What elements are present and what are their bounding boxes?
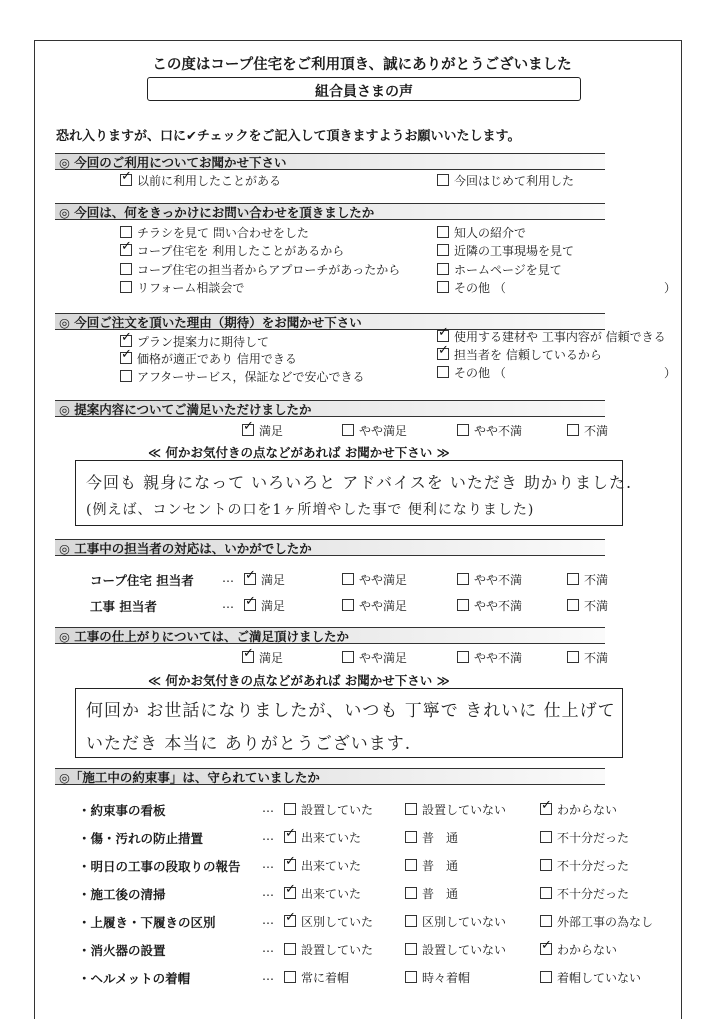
checkbox[interactable] (540, 915, 552, 927)
checkbox[interactable] (120, 263, 132, 275)
checkbox-checked[interactable] (120, 352, 132, 364)
option-homepage[interactable]: ホームページを見て (437, 261, 562, 278)
checkbox[interactable] (437, 366, 449, 378)
leader-dots: … (222, 597, 234, 611)
finish-somewhat-satisfied[interactable]: やや満足 (342, 649, 407, 666)
option-plan[interactable]: ✓プラン提案力に期待して (120, 333, 269, 350)
checkbox-checked[interactable] (242, 651, 254, 663)
checkbox[interactable] (120, 370, 132, 382)
checkbox[interactable] (540, 887, 552, 899)
checkbox[interactable] (457, 573, 469, 585)
leader-dots: … (262, 941, 274, 955)
option-other[interactable]: その他 （ (437, 364, 506, 381)
checkbox[interactable] (405, 859, 417, 871)
promise-option-b[interactable]: 普 通 (405, 857, 458, 874)
checkbox-checked[interactable] (540, 943, 552, 955)
section-promises-heading: ◎「施工中の約束事」は、守られていましたか (55, 768, 605, 785)
checkbox[interactable] (457, 599, 469, 611)
checkbox[interactable] (567, 573, 579, 585)
handwritten-comment-line1: 今回も 親身になって いろいろと アドバイスを いただき 助かりました. (86, 473, 633, 492)
checkbox[interactable] (120, 281, 132, 293)
promise-option-c[interactable]: ✓ わからない (540, 801, 617, 818)
checkbox[interactable] (405, 943, 417, 955)
checkbox-checked[interactable] (437, 348, 449, 360)
checkbox[interactable] (437, 263, 449, 275)
handwritten-comment-line2: (例えば、コンセントの口を1ヶ所増やした事で 便利になりました) (86, 502, 535, 518)
checkbox[interactable] (457, 651, 469, 663)
staff2-somewhat-satisfied[interactable]: やや満足 (342, 597, 407, 614)
section-finish-heading: ◎ 工事の仕上がりについては、ご満足頂けましたか (55, 627, 605, 644)
row-label-construction-staff: 工事 担当者 (90, 599, 157, 614)
checkbox-checked[interactable] (437, 330, 449, 342)
staff1-somewhat-dissatisfied[interactable]: やや不満 (457, 571, 522, 588)
staff2-dissatisfied[interactable]: 不満 (567, 597, 608, 614)
staff2-satisfied[interactable]: ✓ 満足 (244, 597, 285, 614)
checkbox[interactable] (342, 424, 354, 436)
promise-option-a[interactable]: 設置していた (284, 801, 373, 818)
checkbox[interactable] (405, 831, 417, 843)
option-trust-staff[interactable]: ✓担当者を 信頼しているから (437, 346, 602, 363)
checkbox-checked[interactable] (284, 887, 296, 899)
section-proposal-heading: ◎ 提案内容についてご満足いただけましたか (55, 400, 605, 417)
promise-option-c[interactable]: 着帽していない (540, 969, 641, 986)
finish-somewhat-dissatisfied[interactable]: やや不満 (457, 649, 522, 666)
option-after-service[interactable]: アフターサービス，保証などで安心できる (120, 368, 365, 385)
checkbox[interactable] (284, 943, 296, 955)
promise-row-label: ・施工後の清掃 (78, 887, 166, 902)
option-used-before[interactable]: ✓以前に利用したことがある (120, 172, 281, 189)
checkbox[interactable] (567, 599, 579, 611)
handwritten-comment-line1: 何回か お世話になりましたが、いつも 丁寧で きれいに 仕上げて (86, 701, 616, 721)
checkbox-checked[interactable] (284, 831, 296, 843)
promise-option-b[interactable]: 設置していない (405, 801, 506, 818)
comment-prompt: ≪ 何かお気付きの点などがあれば お聞かせ下さい ≫ (148, 445, 450, 460)
leader-dots: … (262, 885, 274, 899)
checkbox-checked[interactable] (120, 244, 132, 256)
checkbox[interactable] (405, 915, 417, 927)
checkbox-checked[interactable] (284, 859, 296, 871)
leader-dots: … (262, 829, 274, 843)
staff1-satisfied[interactable]: ✓ 満足 (244, 571, 285, 588)
promise-option-a[interactable]: 設置していた (284, 941, 373, 958)
rating-somewhat-satisfied[interactable]: やや満足 (342, 422, 407, 439)
leader-dots: … (262, 857, 274, 871)
checkbox[interactable] (284, 971, 296, 983)
checkbox[interactable] (405, 887, 417, 899)
option-nearby-site[interactable]: 近隣の工事現場を見て (437, 242, 574, 259)
comment-prompt: ≪ 何かお気付きの点などがあれば お聞かせ下さい ≫ (148, 673, 450, 688)
checkbox[interactable] (540, 971, 552, 983)
promise-option-b[interactable]: 設置していない (405, 941, 506, 958)
instructions: 恐れ入りますが、口に✔チェックをご記入して頂きますようお願いいたします。 (56, 129, 521, 144)
checkbox[interactable] (342, 573, 354, 585)
checkbox[interactable] (437, 244, 449, 256)
option-first-time[interactable]: 今回はじめて利用した (437, 172, 574, 189)
leader-dots: … (262, 801, 274, 815)
promise-option-b[interactable]: 普 通 (405, 885, 458, 902)
checkbox[interactable] (405, 803, 417, 815)
promise-row-label: ・ヘルメットの着帽 (78, 971, 191, 986)
staff1-dissatisfied[interactable]: 不満 (567, 571, 608, 588)
checkbox-checked[interactable] (244, 599, 256, 611)
option-other[interactable]: その他 （ (437, 279, 506, 296)
finish-satisfied[interactable]: ✓満足 (242, 649, 283, 666)
option-price[interactable]: ✓価格が適正であり 信用できる (120, 350, 297, 367)
checkbox-checked[interactable] (242, 424, 254, 436)
promise-option-c[interactable]: 不十分だった (540, 885, 629, 902)
promise-option-b[interactable]: 区別していない (405, 913, 506, 930)
promise-option-a[interactable]: ✓ 区別していた (284, 913, 373, 930)
checkbox-checked[interactable] (244, 573, 256, 585)
section-reason-heading: ◎ 今回ご注文を頂いた理由（期待）をお聞かせ下さい (55, 313, 605, 330)
form-title: この度はコープ住宅をご利用頂き、誠にありがとうございました (152, 57, 572, 73)
rating-satisfied[interactable]: ✓満足 (242, 422, 283, 439)
option-flyer[interactable]: チラシを見て 問い合わせをした (120, 224, 309, 241)
promise-option-c[interactable]: ✓ わからない (540, 941, 617, 958)
checkbox-checked[interactable] (120, 335, 132, 347)
checkbox[interactable] (437, 226, 449, 238)
checkbox[interactable] (437, 281, 449, 293)
leader-dots: … (222, 571, 234, 585)
checkbox[interactable] (540, 859, 552, 871)
promise-option-a[interactable]: ✓ 出来ていた (284, 829, 361, 846)
checkbox[interactable] (120, 226, 132, 238)
promise-option-c[interactable]: 不十分だった (540, 829, 629, 846)
promise-option-c[interactable]: 不十分だった (540, 857, 629, 874)
checkbox[interactable] (342, 599, 354, 611)
promise-option-b[interactable]: 時々着帽 (405, 969, 470, 986)
promise-row-label: ・上履き・下履きの区別 (78, 915, 216, 930)
option-reform-consult[interactable]: リフォーム相談会で (120, 279, 244, 296)
section-trigger-heading: ◎ 今回は、何をきっかけにお問い合わせを頂きましたか (55, 203, 605, 220)
option-approach[interactable]: コープ住宅の担当者からアプローチがあったから (120, 261, 400, 278)
row-label-coop-staff: コープ住宅 担当者 (90, 573, 194, 588)
staff2-somewhat-dissatisfied[interactable]: やや不満 (457, 597, 522, 614)
option-materials[interactable]: ✓使用する建材や 工事内容が 信頼できる (437, 328, 666, 345)
option-used-coop[interactable]: ✓コープ住宅を 利用したことがあるから (120, 242, 344, 259)
checkbox[interactable] (405, 971, 417, 983)
section-usage-heading: ◎ 今回のご利用についてお聞かせ下さい (55, 153, 605, 170)
option-other-close: ） (664, 366, 677, 380)
promise-option-b[interactable]: 普 通 (405, 829, 458, 846)
checkbox-checked[interactable] (540, 803, 552, 815)
promise-option-c[interactable]: 外部工事の為なし (540, 913, 653, 930)
promise-row-label: ・傷・汚れの防止措置 (78, 831, 204, 846)
checkbox[interactable] (567, 424, 579, 436)
handwritten-comment-line2: いただき 本当に ありがとうございます. (86, 734, 412, 754)
checkbox[interactable] (342, 651, 354, 663)
checkbox[interactable] (567, 651, 579, 663)
section-staff-heading: ◎ 工事中の担当者の対応は、いかがでしたか (55, 539, 605, 556)
leader-dots: … (262, 969, 274, 983)
staff1-somewhat-satisfied[interactable]: やや満足 (342, 571, 407, 588)
checkbox-checked[interactable] (120, 174, 132, 186)
option-other-close: ） (664, 281, 677, 295)
checkbox-checked[interactable] (284, 915, 296, 927)
leader-dots: … (262, 913, 274, 927)
promise-option-a[interactable]: ✓ 出来ていた (284, 885, 361, 902)
checkbox[interactable] (437, 174, 449, 186)
rating-somewhat-dissatisfied[interactable]: やや不満 (457, 422, 522, 439)
promise-option-a[interactable]: ✓ 出来ていた (284, 857, 361, 874)
form-subtitle: 組合員さまの声 (315, 84, 413, 100)
promise-row-label: ・約束事の看板 (78, 803, 166, 818)
option-referral[interactable]: 知人の紹介で (437, 224, 526, 241)
finish-dissatisfied[interactable]: 不満 (567, 649, 608, 666)
promise-option-a[interactable]: 常に着帽 (284, 969, 349, 986)
checkbox[interactable] (540, 831, 552, 843)
rating-dissatisfied[interactable]: 不満 (567, 422, 608, 439)
checkbox[interactable] (457, 424, 469, 436)
promise-row-label: ・消火器の設置 (78, 943, 166, 958)
checkbox[interactable] (284, 803, 296, 815)
promise-row-label: ・明日の工事の段取りの報告 (78, 859, 241, 874)
